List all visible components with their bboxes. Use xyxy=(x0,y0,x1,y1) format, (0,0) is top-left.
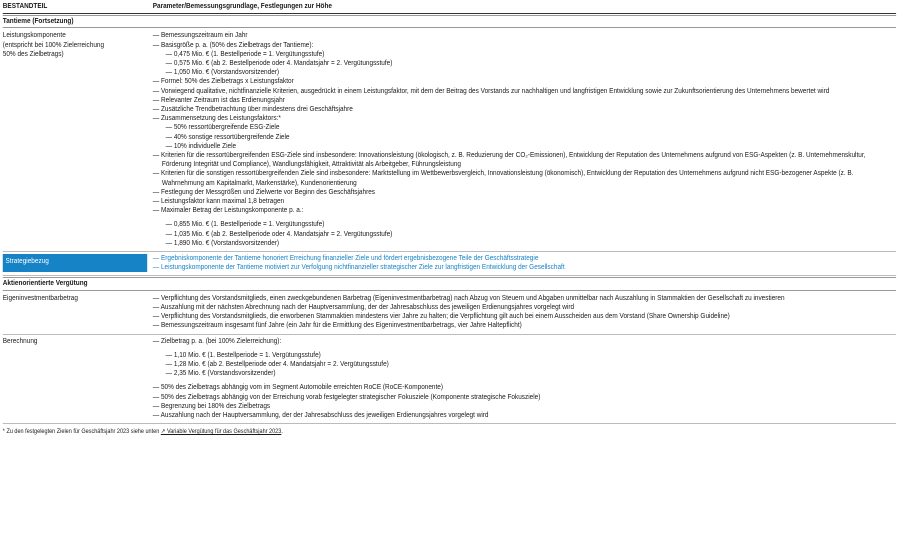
list-item: — 50% des Zielbetrags abhängig vom im Segment Automobile erreichten RoCE (RoCE-Komponente) xyxy=(153,383,896,392)
label-eigeninvestment: Eigeninvestmentbarbetrag xyxy=(2,294,78,302)
list-item: — Maximaler Betrag der Leistungskomponente p. a.: xyxy=(153,206,896,215)
list-item: — Vorwiegend qualitative, nichtfinanzielle Kriterien, ausgedrückt in einem Leistungsfaktor, mit dem der Beitrag des Vorstands zur nachhaltigen und langfristigen Entwicklung sowie zur Zukunftsorientierung des Unternehmens bewertet wird xyxy=(153,87,896,96)
footnote-link[interactable]: ↗ Variable Vergütung für das Geschäftsjahr 2023 xyxy=(160,429,282,436)
list-strategiebezug xyxy=(147,254,896,272)
list-item: — Relevanter Zeitraum ist das Erdienungsjahr xyxy=(153,96,896,105)
list-item: — Bemessungszeitraum insgesamt fünf Jahre (ein Jahr für die Ermittlung des Eigeninvestmentbarbetrags, vier Jahre Haltepflicht) xyxy=(153,321,896,330)
list-item: — Zielbetrag p. a. (bei 100% Zielerreichung): xyxy=(153,337,896,346)
list-item: — Basisgröße p. a. (50% des Zielbetrags der Tantieme): xyxy=(153,41,896,50)
list-item: — 1,28 Mio. € (ab 2. Bestellperiode oder 4. Mandatsjahr = 2. Vergütungsstufe) xyxy=(153,360,896,369)
list-item: — 0,855 Mio. € (1. Bestellperiode = 1. Vergütungsstufe) xyxy=(153,220,896,229)
list-item: — Festlegung der Messgrößen und Zielwerte vor Beginn des Geschäftsjahres xyxy=(153,188,896,197)
row-eigeninvestment xyxy=(3,292,896,335)
list-item: — Bemessungszeitraum ein Jahr xyxy=(153,31,896,40)
label-leistungskomponente: Leistungskomponente (entspricht bei 100% Zielerreichung 50% des Zielbetrags) xyxy=(2,32,105,58)
list-item: — 1,10 Mio. € (1. Bestellperiode = 1. Vergütungsstufe) xyxy=(153,351,896,360)
header-parameters: Parameter/Bemessungsgrundlage, Festlegungen zur Höhe xyxy=(152,3,333,10)
list-item: — Kriterien für die sonstigen ressortübergreifenden Ziele sind insbesondere: Marktstellung im Wettbewerbsvergleich, Innovationsleistung (ökonomisch), Entwicklung der Reputation des Unternehmens aufgrund nicht ESG-bezogener Aspekte (z. B. Wahrnehmung am Kapitalmarkt, Markenstärke), Kundenorientierung xyxy=(153,169,896,187)
list-item: — Zusätzliche Trendbetrachtung über mindestens drei Geschäftsjahre xyxy=(153,105,896,114)
list-berechnung xyxy=(147,337,896,421)
list-item: — 40% sonstige ressortübergreifende Ziele xyxy=(153,133,896,142)
list-item: — 50% ressortübergreifende ESG-Ziele xyxy=(153,123,896,132)
row-berechnung xyxy=(3,335,896,425)
list-leistungskomponente xyxy=(147,31,896,248)
list-item: — 10% individuelle Ziele xyxy=(153,142,896,151)
list-item: — 0,575 Mio. € (ab 2. Bestellperiode oder 4. Mandatsjahr = 2. Vergütungsstufe) xyxy=(153,59,896,68)
list-item: — 1,890 Mio. € (Vorstandsvorsitzender) xyxy=(153,239,896,248)
list-item: — Verpflichtung des Vorstandsmitglieds, die erworbenen Stammaktien mindestens vier Jahre zu halten; die Verpflichtung gilt auch bei einem Ausscheiden aus dem Vorstand (Share Ownership Guideline) xyxy=(153,312,896,321)
list-item: — Kriterien für die ressortübergreifenden ESG-Ziele sind insbesondere: Innovationsleistung (ökologisch, z. B. Reduzierung der CO₂-Emissionen), Entwicklung der Reputation des Unternehmens aufgrund von ESG-Aspekten (z. B. Unternehmenskultur, Förderung Integrität und Compliance), Wandlungsfähigkeit, Attraktivität als Arbeitgeber, Führungsleistung xyxy=(153,151,896,169)
list-item: — Zusammensetzung des Leistungsfaktors:* xyxy=(153,114,896,123)
label-berechnung: Berechnung xyxy=(2,337,38,345)
section-aktien: Aktienorientierte Vergütung xyxy=(3,277,896,290)
section-tantieme: Tantieme (Fortsetzung) xyxy=(3,15,896,28)
label-strategiebezug: Strategiebezug xyxy=(3,254,147,272)
list-item: — 1,035 Mio. € (ab 2. Bestellperiode oder 4. Mandatsjahr = 2. Vergütungsstufe) xyxy=(153,230,896,239)
list-item: — Ergebniskomponente der Tantieme honoriert Erreichung finanzieller Ziele und fördert ergebnisbezogene Teile der Geschäftsstrategie xyxy=(153,254,896,263)
row-strategiebezug xyxy=(3,252,896,276)
list-item: — Begrenzung bei 180% des Zielbetrags xyxy=(153,402,896,411)
list-item: — Formel: 50% des Zielbetrags x Leistungsfaktor xyxy=(153,77,896,86)
list-item: — 0,475 Mio. € (1. Bestellperiode = 1. Vergütungsstufe) xyxy=(153,50,896,59)
row-leistungskomponente xyxy=(3,29,896,252)
list-eigeninvestment xyxy=(147,294,896,331)
list-item: — Verpflichtung des Vorstandsmitglieds, einen zweckgebundenen Barbetrag (Eigeninvestmentbarbetrag) nach Abzug von Steuern und Abgaben unmittelbar nach Auszahlung in Stammaktien der Gesellschaft zu investieren xyxy=(153,294,896,303)
list-item: — 2,35 Mio. € (Vorstandsvorsitzender) xyxy=(153,369,896,378)
header-component: BESTANDTEIL xyxy=(2,3,48,10)
list-item: — Auszahlung mit der nächsten Abrechnung nach der Hauptversammlung, der der Jahresabschluss des jeweiligen Erdienungsjahres vorgelegt wird xyxy=(153,303,896,312)
footnote: * Zu den festgelegten Zielen für Geschäftsjahr 2023 siehe unten ↗ Variable Vergütung für das Geschäftsjahr 2023. xyxy=(2,429,283,436)
list-item: — Leistungskomponente der Tantieme motiviert zur Verfolgung nichtfinanzieller strategischer Ziele zur langfristigen Entwicklung der Gesellschaft xyxy=(153,263,896,272)
list-item: — Auszahlung nach der Hauptversammlung, der der Jahresabschluss des jeweiligen Erdienungsjahres vorgelegt wird xyxy=(153,411,896,420)
list-item: — 50% des Zielbetrags abhängig von der Erreichung vorab festgelegter strategischer Fokusziele (Komponente strategische Fokusziele) xyxy=(153,393,896,402)
list-item: — 1,050 Mio. € (Vorstandsvorsitzender) xyxy=(153,68,896,77)
list-item: — Leistungsfaktor kann maximal 1,8 betragen xyxy=(153,197,896,206)
table-header xyxy=(3,2,896,14)
